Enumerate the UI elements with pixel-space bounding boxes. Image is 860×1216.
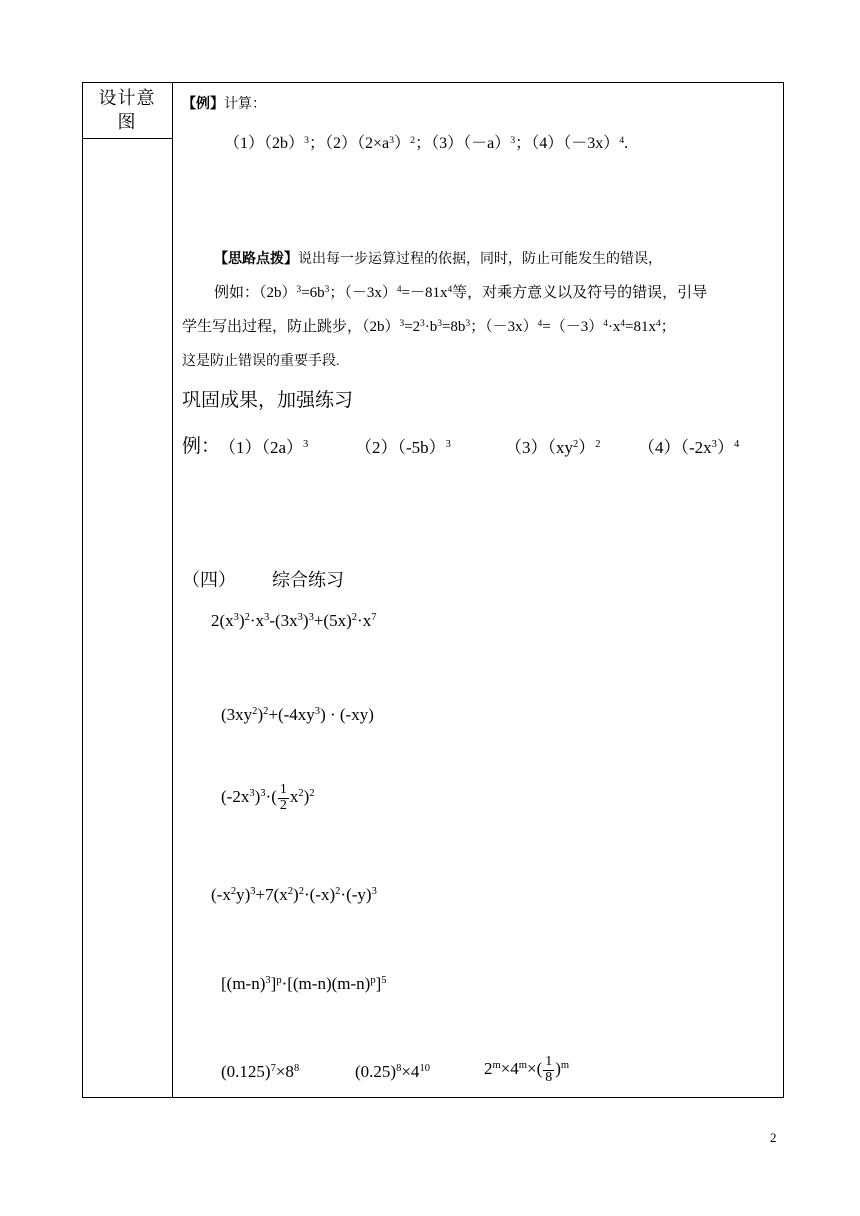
consolidate-example-label: 例： <box>182 436 221 457</box>
example-items <box>224 130 628 153</box>
example-item-2: $(2)(2\times a^3)^2$； <box>325 134 432 152</box>
table-border-bottom <box>82 1097 784 1098</box>
table-border-top <box>82 82 784 83</box>
hint-line-4: 这是防止错误的重要手段. <box>182 354 340 369</box>
exercise-4: $(-x^2y)^3+7(x^2)^2\cdot(-x)^2\cdot(-y)^3$ <box>211 885 377 904</box>
example-item-3: $(3)(-a)^3$； <box>431 134 532 152</box>
exercise-6c: $2^m\times 4^m\times$( $\frac{1}{8}$ )$^m$ <box>484 1054 570 1085</box>
example-bracket-label: 【例】 <box>182 97 224 112</box>
exercise-1: $2(x^3)^2\cdot x^3-(3x^3)^3+(5x)^2\cdot x^7$ <box>211 611 377 630</box>
exercise-6a: $(0.125)^7\times 8^8$ <box>221 1062 300 1081</box>
table-border-left <box>82 82 83 1098</box>
exercise-6b: $(0.25)^8\times 4^{10}$ <box>355 1062 430 1081</box>
hint-line-2: 例如：$(2b)^3=6b^3$；$(-3x)^4=-81x^4$等，对乘方意义以及符号的错误，引导 <box>214 284 708 301</box>
exercise-2: $(3xy^2)^2+(-4xy^3) \cdot (-xy)$ <box>221 705 374 724</box>
hint-math-1: $(2b)^3=6b^3$；$(-3x)^4=-81x^4$ <box>259 284 453 301</box>
hint-line-1: 【思路点拨】说出每一步运算过程的依据，同时，防止可能发生的错误， <box>214 252 662 267</box>
section4-title: 综合练习 <box>272 570 344 590</box>
example-item-1: $(1)(2b)^3$； <box>224 134 325 152</box>
fraction-one-eighth: $\frac{1}{8}$ <box>545 1054 553 1085</box>
consolidate-item-1: $(1)(2a)^3$ <box>219 438 309 457</box>
fraction-one-half: $\frac{1}{2}$ <box>279 782 287 813</box>
table-border-right <box>783 82 784 1098</box>
consolidate-item-4: $(4)(-2x^3)^4$ <box>638 438 740 457</box>
example-intro: 计算： <box>224 97 266 112</box>
consolidate-item-3: $(3)(xy^2)^2$ <box>505 438 601 457</box>
consolidate-item-2: $(2)(-5b)^3$ <box>355 438 451 457</box>
section4-number: （四） <box>182 570 236 590</box>
example-header <box>182 93 266 113</box>
exercise-3: $(-2x^3)^3\cdot$( $\frac{1}{2}$ $x^2)^2$ <box>221 782 315 813</box>
example-item-4: $(4)(-3x)^4$. <box>531 134 629 152</box>
consolidate-heading: 巩固成果，加强练习 <box>182 390 354 411</box>
design-intent-label: 设计意图 <box>98 88 156 132</box>
table-label-divider <box>82 138 172 139</box>
hint-math-2: $(2b)^3=2^3\cdot b^3=8b^3$；$(-3x)^4=(-3)^4\cdot x^4=81x^4$； <box>362 318 676 335</box>
hint-label: 【思路点拨】 <box>214 252 298 267</box>
hint-line-3: 学生写出过程，防止跳步，$(2b)^3=2^3\cdot b^3=8b^3$；$(-3x)^4=(-3)^4\cdot x^4=81x^4$； <box>182 318 676 335</box>
exercise-5: $[(m-n)^3]^p\cdot[(m-n)(m-n)^p]^5$ <box>221 974 387 993</box>
table-column-divider <box>172 82 173 1098</box>
page-number: 2 <box>770 1130 777 1145</box>
